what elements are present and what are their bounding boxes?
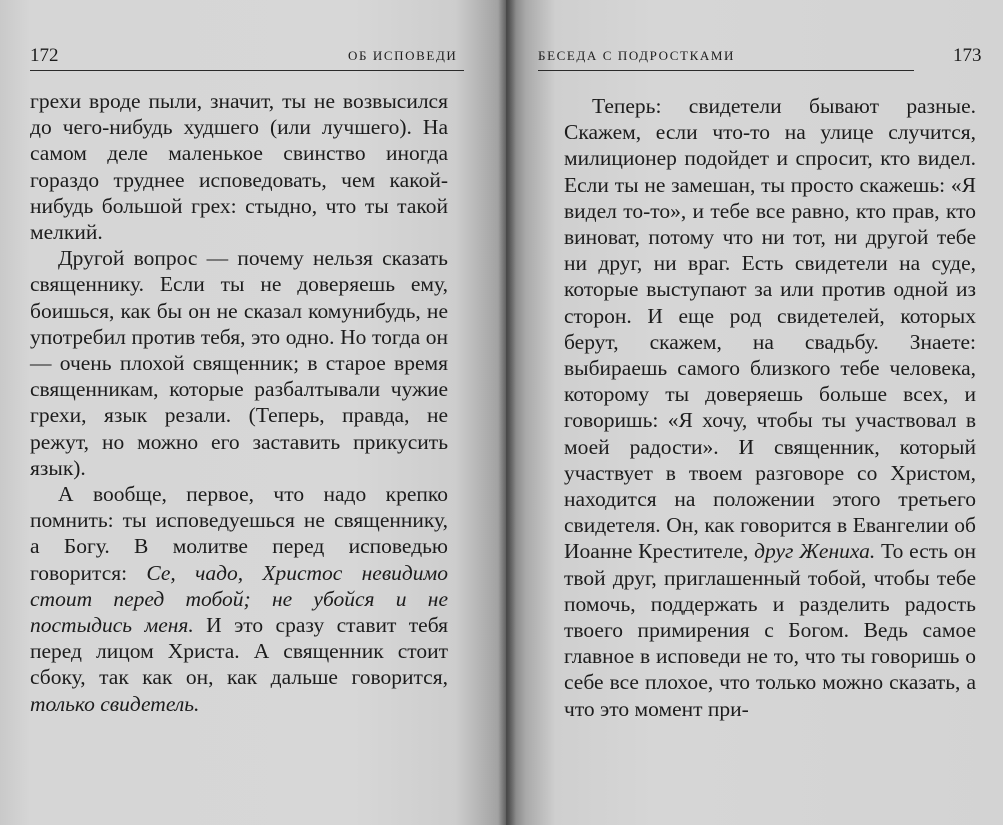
text-run: Другой вопрос — почему нельзя сказать священнику. Если ты не доверяешь ему, боишься, как бы он не сказал комунибудь, не употребил против тебя, это одно. Но тогда он — очень плохой священник; в старое время священникам, которые разбалтывали чужие грехи, язык резали. (Теперь, правда, не режут, но можно его заставить прикусить язык).	[30, 246, 448, 480]
page-number: 173	[953, 45, 982, 66]
text-run: То есть он твой друг, приглашенный тобой, чтобы тебе помочь, поддержать и разделить радость твоего примирения с Богом. Ведь самое главное в исповеди не то, что ты говоришь о себе все плохое, что только можно сказать, а что это момент при-	[564, 539, 976, 721]
page-number: 172	[30, 45, 59, 66]
paragraph	[564, 93, 976, 722]
running-head: ОБ ИСПОВЕДИ	[348, 48, 458, 63]
header-rule	[538, 70, 914, 71]
paragraph	[30, 481, 448, 717]
running-head: БЕСЕДА С ПОДРОСТКАМИ	[538, 48, 735, 63]
italic-quote: Се, чадо, Христос невидимо стоит перед тобой; не убойся и не постыдись меня.	[30, 560, 449, 638]
paragraph	[30, 245, 448, 481]
text-run: Теперь: свидетели бывают разные. Скажем, если что-то на улице случится, милиционер подойдет и спросит, кто видел. Если ты не замешан, ты просто скажешь: «Я видел то-то», и тебе все равно, кто прав, кто виноват, потому что ни тот, ни другой тебе ни друг, ни враг. Есть свидетели на суде, которые выступают за или против одной из сторон. И еще род свидетелей, которых берут, скажем, на свадьбу. Знаете: выбираешь самого близкого тебе человека, которому ты доверяешь больше всех, и говоришь: «Я хочу, чтобы ты участвовал в моей радости». И священник, который участвует в твоем разговоре со Христом, находится на положении этого третьего свидетеля. Он, как говорится в Евангелии об Иоанне Крестителе,	[564, 94, 976, 564]
text-run: грехи вроде пыли, значит, ты не возвысился до чего-нибудь худшего (или лучшего). На самом деле маленькое свинство иногда гораздо труднее исповедовать, чем какой-нибудь большой грех: стыдно, что ты такой мелкий.	[30, 89, 448, 245]
italic-quote: только свидетель.	[30, 691, 200, 716]
paragraph	[30, 88, 448, 245]
page-body	[30, 88, 448, 717]
page-body	[564, 93, 976, 722]
text-run: А вообще, первое, что надо крепко помнить: ты исповедуешься не священнику, а Богу. В молитве перед исповедью говорится:	[30, 482, 448, 585]
text-run: И это сразу ставит тебя перед лицом Христа. А священник стоит сбоку, так как он, как дальше говорится,	[30, 613, 448, 690]
book-gutter-shadow	[498, 0, 516, 825]
right-page	[506, 0, 1003, 825]
header-rule	[30, 70, 464, 71]
italic-quote: друг Жениха.	[754, 539, 876, 564]
